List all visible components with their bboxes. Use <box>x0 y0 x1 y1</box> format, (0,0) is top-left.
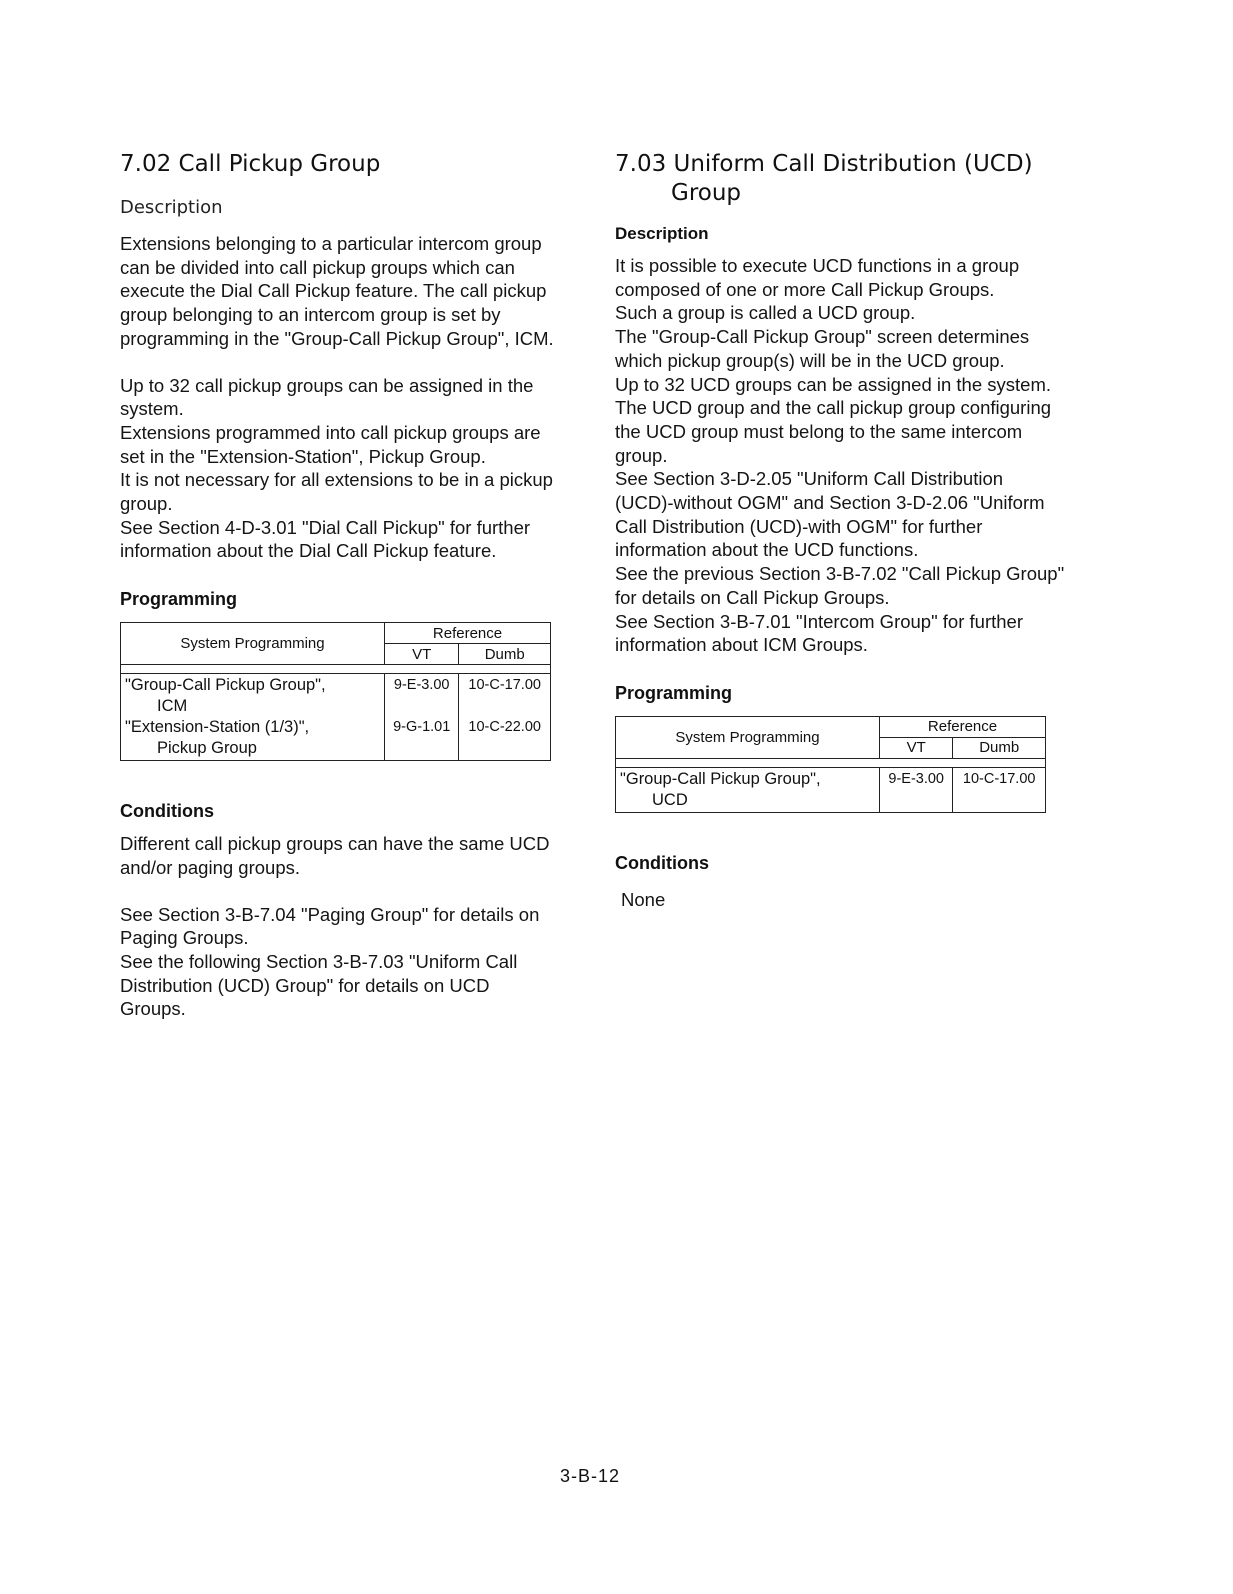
description-paragraph: See the previous Section 3-B-7.02 "Call Pickup Group" for details on Call Pickup Groups. <box>615 563 1065 608</box>
page-number: 3-B-12 <box>559 1466 621 1486</box>
program-name: "Group-Call Pickup Group", <box>125 676 326 695</box>
conditions-heading: Conditions <box>615 852 709 873</box>
column-header-system-programming: System Programming <box>616 716 880 758</box>
conditions-paragraph: See the following Section 3-B-7.03 "Uniform Call Distribution (UCD) Group" for details on UCD Groups. <box>120 950 518 1020</box>
programming-table <box>615 716 1046 813</box>
right-column <box>615 150 1065 912</box>
dumb-reference: 10-C-17.00 <box>468 677 541 694</box>
conditions-heading: Conditions <box>120 801 214 822</box>
conditions-paragraph: Different call pickup groups can have the same UCD and/or paging groups. <box>120 833 550 878</box>
program-name-suffix: Pickup Group <box>157 739 257 758</box>
programming-heading: Programming <box>615 682 733 703</box>
programming-table <box>120 622 551 761</box>
description-paragraph: See Section 4-D-3.01 "Dial Call Pickup" for further information about the Dial Call Pickup feature. <box>120 516 531 562</box>
description-heading: Description <box>120 197 223 218</box>
description-paragraph: The UCD group and the call pickup group configuring the UCD group must belong to the same intercom group. <box>615 397 1052 466</box>
programming-heading: Programming <box>120 589 238 610</box>
description-heading: Description <box>615 224 709 243</box>
description-paragraph: Up to 32 call pickup groups can be assigned in the system. <box>120 374 534 420</box>
table-row <box>121 674 551 761</box>
section-title-call-pickup-group: 7.02 Call Pickup Group <box>120 151 381 177</box>
vt-reference: 9-E-3.00 <box>393 677 450 694</box>
program-name: "Group-Call Pickup Group", <box>620 769 821 788</box>
column-header-dumb: Dumb <box>459 644 551 665</box>
description-paragraph: Such a group is called a UCD group. <box>615 302 916 324</box>
column-header-reference: Reference <box>385 623 551 644</box>
vt-reference: 9-G-1.01 <box>393 719 451 736</box>
table-row <box>616 767 1046 812</box>
left-column <box>120 150 560 1021</box>
description-paragraph: Extensions belonging to a particular intercom group can be divided into call pickup groups which can execute the Dial Call Pickup feature. The call pickup group belonging to an intercom group is set by programming in the "Group-Call Pickup Group", ICM. <box>120 233 554 349</box>
description-paragraph: See Section 3-D-2.05 "Uniform Call Distribution (UCD)-without OGM" and Section 3-D-2.06 "Uniform Call Distribution (UCD)-with OGM" for further information about the UCD functions. <box>615 468 1045 561</box>
column-header-vt: VT <box>880 737 953 758</box>
column-header-reference: Reference <box>880 716 1046 737</box>
conditions-paragraph: See Section 3-B-7.04 "Paging Group" for details on Paging Groups. <box>120 903 540 949</box>
description-paragraph: It is possible to execute UCD functions in a group composed of one or more Call Pickup Groups. <box>615 255 1020 300</box>
vt-reference: 9-E-3.00 <box>888 770 944 787</box>
section-title-ucd-group: 7.03 Uniform Call Distribution (UCD) Group <box>615 151 1033 206</box>
program-name: "Extension-Station (1/3)", <box>125 718 310 737</box>
dumb-reference: 10-C-22.00 <box>468 719 541 736</box>
description-paragraph: Extensions programmed into call pickup groups are set in the "Extension-Station", Pickup Group. <box>120 421 541 467</box>
column-header-vt: VT <box>385 644 459 665</box>
conditions-text: None <box>621 888 666 910</box>
description-paragraph: It is not necessary for all extensions to be in a pickup group. <box>120 469 553 515</box>
description-paragraph: The "Group-Call Pickup Group" screen determines which pickup group(s) will be in the UCD group. <box>615 326 1030 371</box>
program-name-suffix: ICM <box>157 697 188 716</box>
description-paragraph: Up to 32 UCD groups can be assigned in the system. <box>615 373 1052 395</box>
column-header-dumb: Dumb <box>953 737 1046 758</box>
program-name-suffix: UCD <box>652 790 688 809</box>
dumb-reference: 10-C-17.00 <box>962 770 1036 787</box>
description-paragraph: See Section 3-B-7.01 "Intercom Group" for further information about ICM Groups. <box>615 610 1023 656</box>
column-header-system-programming: System Programming <box>121 623 385 665</box>
